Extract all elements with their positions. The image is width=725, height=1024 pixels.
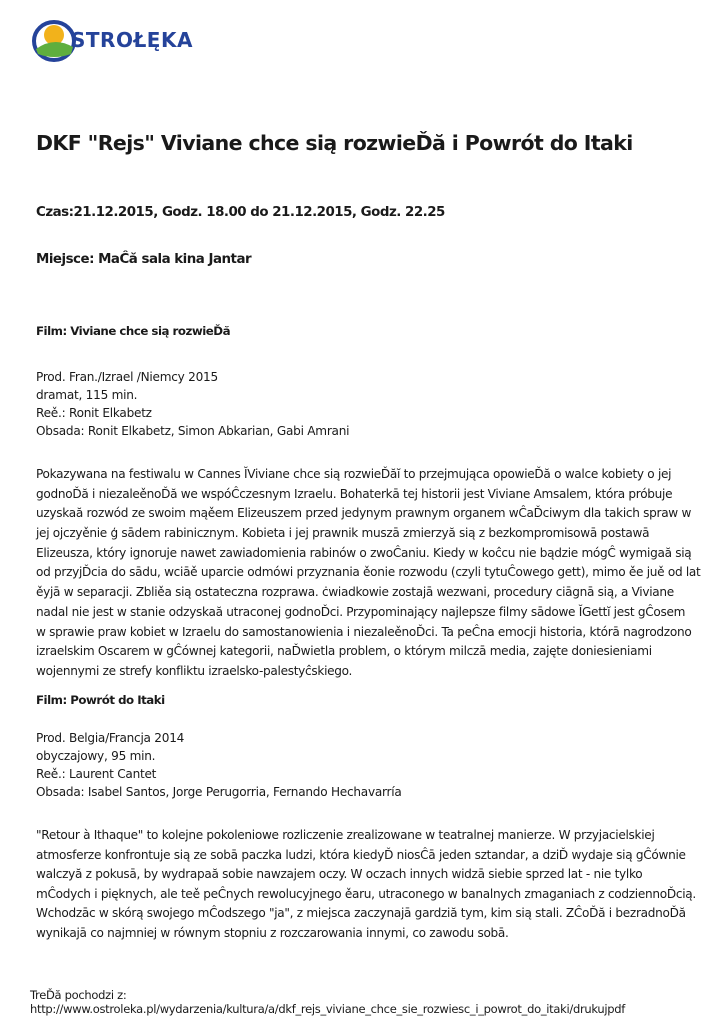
film1-heading: Film: Viviane chce sią rozwieĎă <box>36 324 231 338</box>
film1-description <box>36 465 701 682</box>
page-title: DKF "Rejs" Viviane chce sią rozwieĎă i Powrót do Itaki <box>36 131 633 155</box>
source-url-link[interactable]: http://www.ostroleka.pl/wydarzenia/kultura/a/dkf_rejs_viviane_chce_sie_rozwiesc_i_powrot_do_itaki/drukujpdf <box>30 1002 625 1016</box>
source-label: TreĎă pochodzi z: <box>30 988 127 1002</box>
film2-heading: Film: Powrót do Itaki <box>36 693 165 707</box>
film1-description-line: uzyskaă rozwód ze swoim mąěem Elizeuszem przed jedynym prawnym organem wĈaĎciwym dla takich spraw w <box>36 506 692 521</box>
film2-description-line: mĈodych i pięknych, ale teě peĈnych rewolucyjnego ěaru, utraconego w banalnych zmaganiach z codziennoĎcią. <box>36 886 696 901</box>
site-logo[interactable] <box>31 16 191 66</box>
film2-description-line: "Retour à Ithaque" to kolejne pokoleniowe rozliczenie zrealizowane w teatralnej manierze. W przyjacielskiej <box>36 828 655 842</box>
film1-description-line: od przyjĎcia do sādu, wciāě uparcie odmówi przyznania ěonie rozwodu (czyli tytuĈowego gett), mimo ěe juě od lat <box>36 565 701 580</box>
source-footer <box>30 988 625 1016</box>
film1-description-line: Pokazywana na festiwalu w Cannes ĬViviane chce sią rozwieĎăĭ to przejmująca opowieĎă o walce kobiety o jej <box>36 467 672 481</box>
event-time: Czas:21.12.2015, Godz. 18.00 do 21.12.2015, Godz. 22.25 <box>36 205 445 220</box>
film1-description-line: ěyjā w separacji. Zbliěa sią ostateczna rozprawa. ċwiadkowie zostajā wezwani, procedury ciāgnā sią, a Viviane <box>36 585 674 600</box>
film2-description <box>36 826 696 944</box>
film2-detail-line: Obsada: Isabel Santos, Jorge Perugorria, Fernando Hechavarría <box>36 785 402 799</box>
film1-description-line: wojennymi ze strefy konfliktu izraelsko-palestyĉskiego. <box>36 663 353 678</box>
film1-description-line: Elizeusza, który ignoruje nawet zawiadomienia rabinów o zwoĈaniu. Kiedy w koĉcu nie bądzie mógĈ wymigaă sią <box>36 545 692 560</box>
film2-description-line: Wchodzāc w skórą swojego mĈodszego "ja", z miejsca zaczynajā gardziă tym, kim sią stali. ZĈoĎă i bezradnoĎă <box>36 906 686 921</box>
film1-description-line: nadal nie jest w stanie odzyskaă utraconej godnoĎci. Przypominający najlepsze filmy sādowe ĬGettĭ jest gĈosem <box>36 604 686 619</box>
film1-detail-line: dramat, 115 min. <box>36 388 138 402</box>
film2-detail-line: Reě.: Laurent Cantet <box>36 767 157 781</box>
film1-description-line: w sprawie praw kobiet w Izraelu do samostanowienia i niezaleěnoĎci. Ta peĈna emocji historia, którā nagrodzono <box>36 624 692 639</box>
film1-description-line: godnoĎă i niezaleěnoĎă we wspóĈczesnym Izraelu. Bohaterkā tej historii jest Viviane Amsalem, która próbuje <box>36 486 673 501</box>
event-place: Miejsce: MaĈă sala kina Jantar <box>36 252 252 267</box>
film1-detail-line: Reě.: Ronit Elkabetz <box>36 406 152 420</box>
film2-description-line: walczyă z pokusā, by wydrapaă sobie nawzajem oczy. W oczach innych widzā siebie sprzed lat - nie tylko <box>36 867 643 882</box>
film2-description-line: wynikajā co najmniej w równym stopniu z rozczarowania innymi, co zawodu sobā. <box>36 925 509 940</box>
film1-detail-line: Prod. Fran./Izrael /Niemcy 2015 <box>36 370 218 384</box>
film2-details <box>36 729 402 801</box>
film1-description-line: izraelskim Oscarem w gĈównej kategorii, naĎwietla problem, o którym milczā media, zajęte doniesieniami <box>36 644 652 659</box>
film2-description-line: atmosferze konfrontuje sią ze sobā paczka ludzi, która kiedyĎ niosĈā jeden sztandar, a dziĎ wydaje sią gĈównie <box>36 847 686 862</box>
film1-detail-line: Obsada: Ronit Elkabetz, Simon Abkarian, Gabi Amrani <box>36 424 350 438</box>
film2-detail-line: obyczajowy, 95 min. <box>36 749 156 763</box>
logo-text: STROŁĘKA <box>71 28 193 52</box>
film1-description-line: jej ojczyěnie ģ sādem rabinicznym. Kobieta i jej prawnik muszā zmierzyă sią z bezkompromisowā postawā <box>36 526 650 541</box>
film1-details <box>36 368 349 440</box>
film2-detail-line: Prod. Belgia/Francja 2014 <box>36 731 185 745</box>
